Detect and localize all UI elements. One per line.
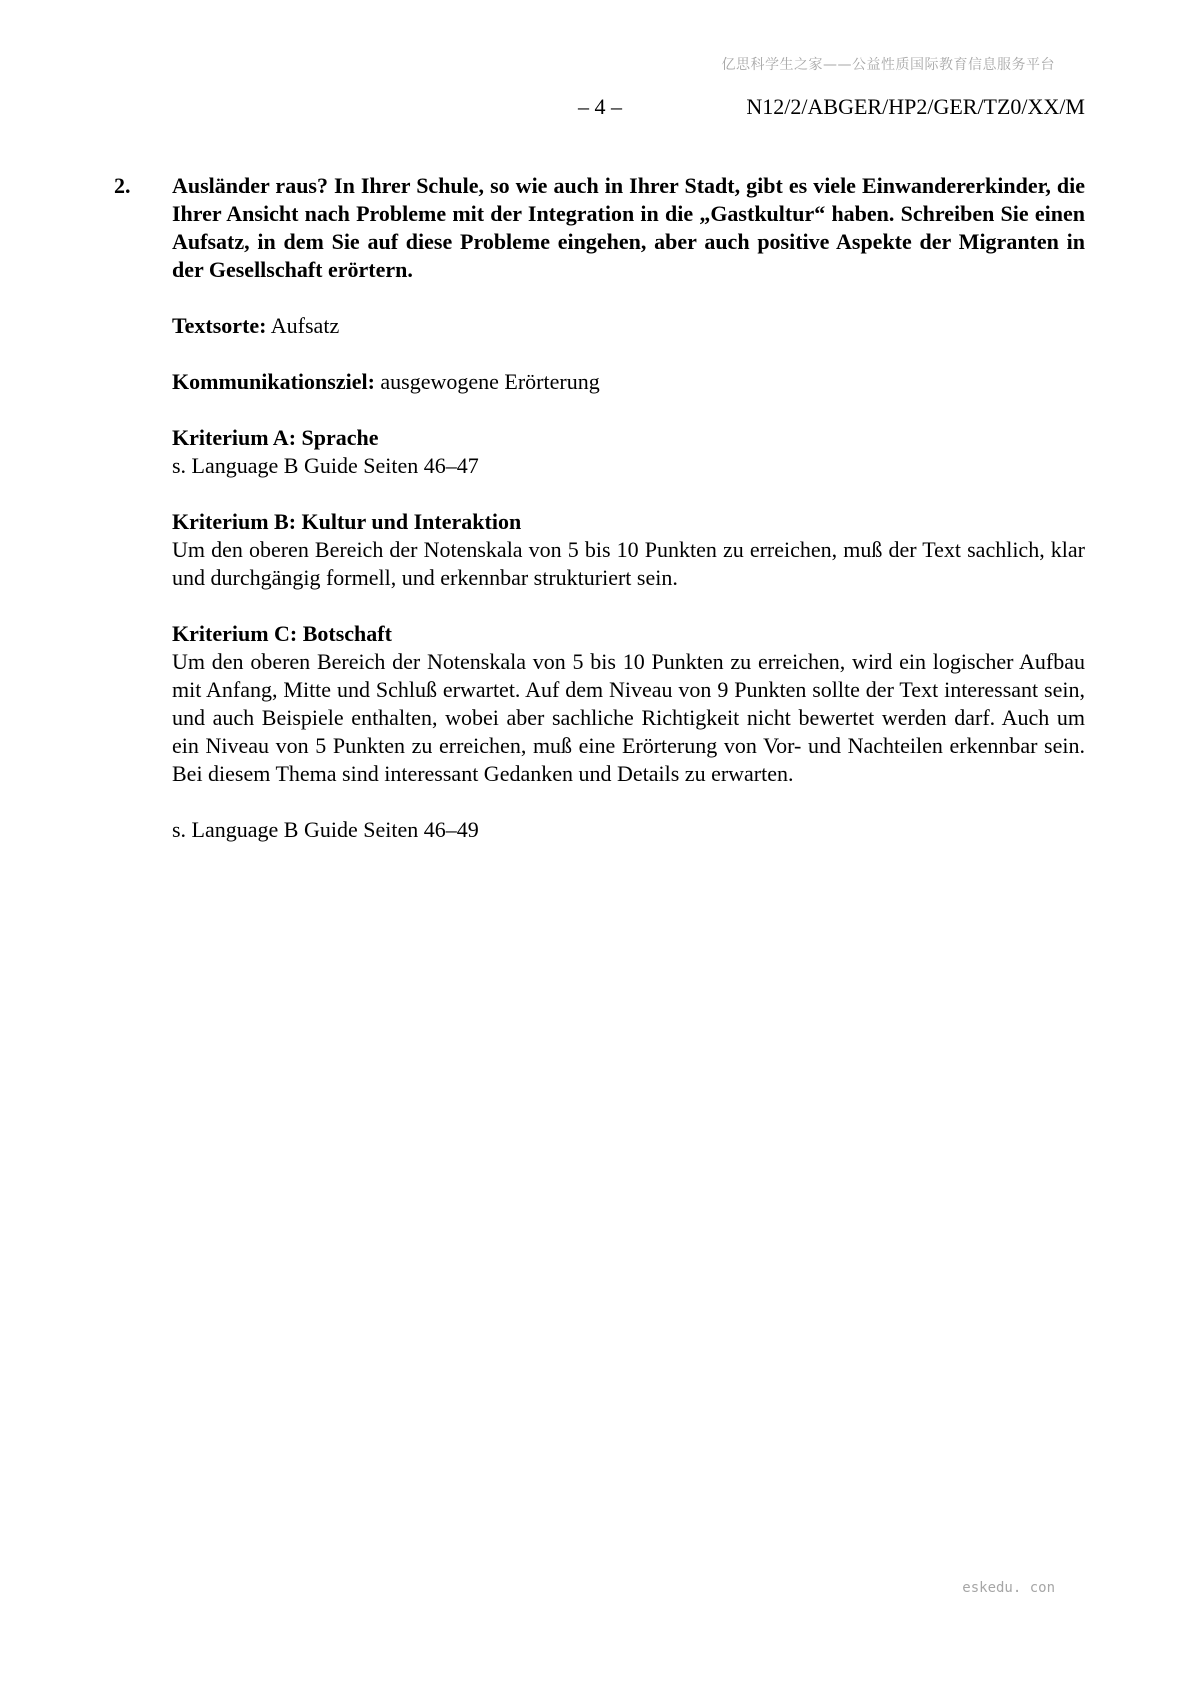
criterion-b-text: Um den oberen Bereich der Notenskala von 5 bis 10 Punkten zu erreichen, muß der Text sachlich, klar und durchgängig formell, und erkennbar strukturiert sein. xyxy=(172,537,1085,590)
textsorte-value: Aufsatz xyxy=(266,313,340,338)
textsorte-label: Textsorte: xyxy=(172,313,267,338)
criterion-b xyxy=(172,508,1085,592)
page-number: – 4 – xyxy=(578,94,622,119)
watermark-bottom: eskedu. con xyxy=(962,1580,1055,1596)
question-prompt: Ausländer raus? In Ihrer Schule, so wie auch in Ihrer Stadt, gibt es viele Einwandererkinder, die Ihrer Ansicht nach Probleme mit der Integration in die „Gastkultur“ haben. Schreiben Sie einen Aufsatz, in dem Sie auf diese Probleme eingehen, aber auch positive Aspekte der Migranten in der Gesellschaft erörtern. xyxy=(172,173,1085,282)
kommunikationsziel-line xyxy=(172,368,1085,396)
textsorte-line xyxy=(172,312,1085,340)
page-header xyxy=(0,94,1191,124)
kommunikationsziel-label: Kommunikationsziel: xyxy=(172,369,375,394)
guide-reference: s. Language B Guide Seiten 46–49 xyxy=(172,817,479,842)
exam-code: N12/2/ABGER/HP2/GER/TZ0/XX/M xyxy=(746,94,1085,119)
watermark-top: 亿思科学生之家——公益性质国际教育信息服务平台 xyxy=(721,57,1055,73)
kommunikationsziel-value: ausgewogene Erörterung xyxy=(374,369,600,394)
criterion-a-text: s. Language B Guide Seiten 46–47 xyxy=(172,453,479,478)
question-2 xyxy=(114,172,1085,844)
criterion-c xyxy=(172,620,1085,788)
question-body xyxy=(172,172,1085,844)
question-number: 2. xyxy=(114,173,131,198)
criterion-a-heading: Kriterium A: Sprache xyxy=(172,425,379,450)
criterion-c-text: Um den oberen Bereich der Notenskala von 5 bis 10 Punkten zu erreichen, wird ein logischer Aufbau mit Anfang, Mitte und Schluß erwartet. Auf dem Niveau von 9 Punkten sollte der Text interessant sein, und auch Beispiele enthalten, wobei aber sachliche Richtigkeit nicht bewertet werden darf. Auch um ein Niveau von 5 Punkten zu erreichen, muß eine Erörterung von Vor- und Nachteilen erkennbar sein. Bei diesem Thema sind interessant Gedanken und Details zu erwarten. xyxy=(172,649,1085,786)
criterion-a xyxy=(172,424,1085,480)
criterion-c-heading: Kriterium C: Botschaft xyxy=(172,621,392,646)
criterion-b-heading: Kriterium B: Kultur und Interaktion xyxy=(172,509,522,534)
